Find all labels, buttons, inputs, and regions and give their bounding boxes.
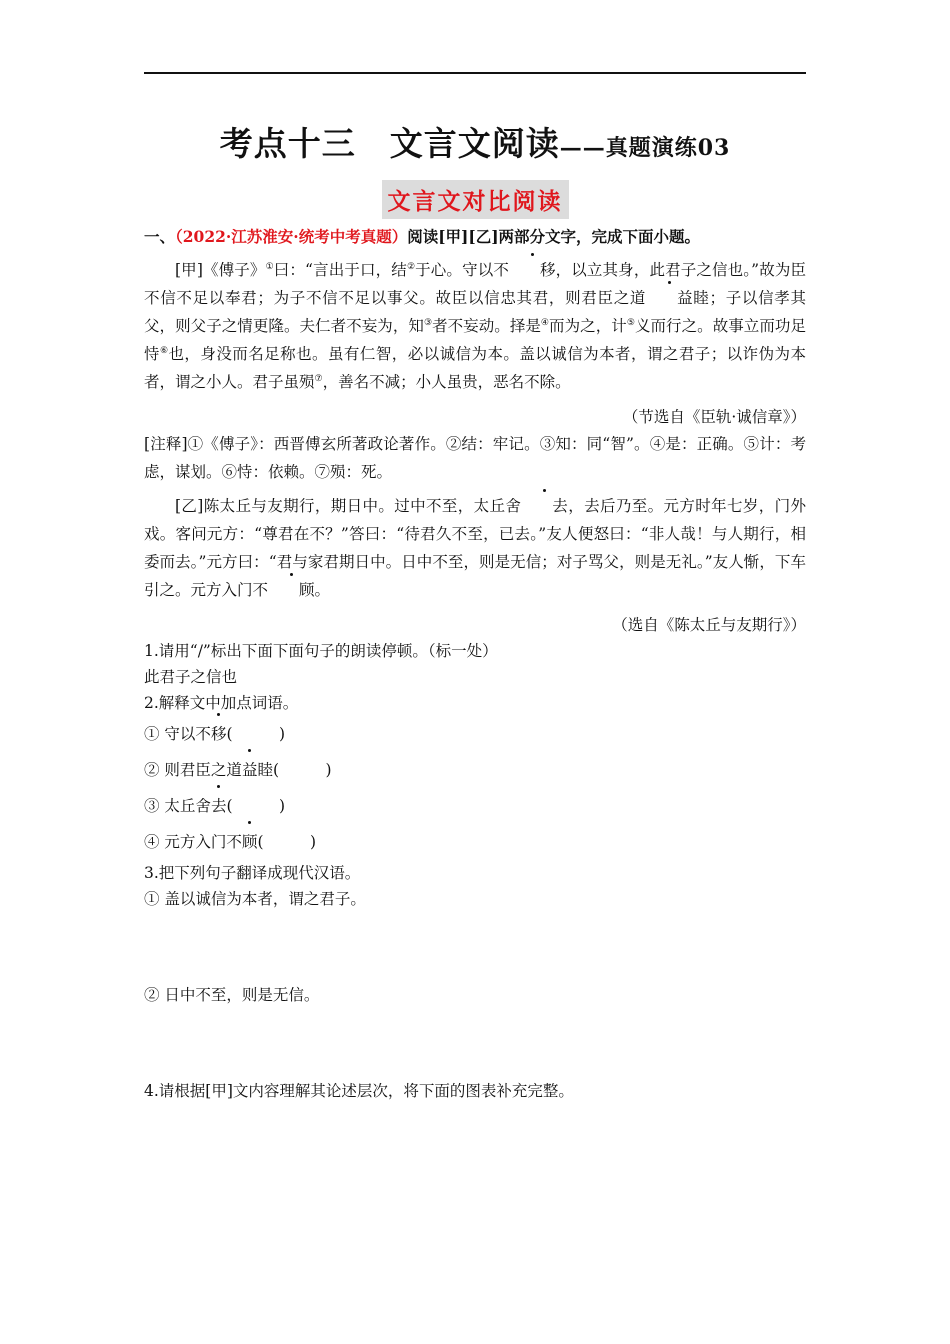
question-instruction: 阅读[甲][乙]两部分文字，完成下面小题。	[407, 227, 701, 246]
note-mark: ③	[423, 318, 433, 328]
jia-text: ，善名不减；小人虽贵，恶名不除。	[322, 373, 571, 391]
q1-sentence: 此君子之信也	[144, 668, 238, 686]
note-mark: ①	[265, 262, 274, 272]
dotted-word: 移	[211, 716, 227, 752]
q4-prompt: 4.请根据[甲]文内容理解其论述层次，将下面的图表补充完整。	[144, 1082, 574, 1100]
note-mark: ④	[540, 318, 550, 328]
yi-text: [乙]陈太丘与友期行，期日中。过中不至，太丘舍	[175, 497, 522, 515]
dotted-word: 益	[242, 752, 258, 788]
q2-item-text: ① 守以不	[144, 725, 211, 743]
answer-blank[interactable]: 睦( )	[257, 761, 332, 779]
dotted-word: 益	[646, 284, 693, 312]
passage-yi	[144, 492, 806, 604]
annotations: [注释]①《傅子》：西晋傅玄所著政论著作。②结：牢记。③知：同“智”。④是：正确。⑤计：考虑，谋划。⑥恃：依赖。⑦殒：死。	[144, 435, 806, 481]
note-mark: ②	[406, 262, 416, 272]
question-source: （2022·江苏淮安·统考中考真题）	[175, 227, 408, 246]
header-rule	[144, 72, 806, 74]
question-number: 一、	[144, 227, 176, 246]
jia-text: [甲]《傅子》	[175, 261, 266, 279]
jia-text: 而为之，计	[549, 317, 627, 335]
jia-text: 曰：“言出于口，结	[273, 261, 407, 279]
passage-jia	[144, 256, 806, 396]
dotted-word: 顾	[242, 824, 258, 860]
q2-item-text: ② 则君臣之道	[144, 761, 242, 779]
q1-prompt: 1.请用“/”标出下面下面句子的朗读停顿。（标一处）	[144, 642, 498, 660]
q2-item	[144, 752, 806, 788]
answer-blank[interactable]: ( )	[226, 725, 286, 743]
yi-citation: （选自《陈太丘与友期行》）	[612, 616, 806, 634]
dotted-word: 去	[211, 788, 227, 824]
jia-text: 义而行之。故事立而功足恃	[144, 317, 806, 363]
section-banner: 文言文对比阅读	[382, 180, 569, 219]
question-heading	[144, 226, 806, 248]
note-mark: ⑤	[626, 318, 635, 328]
jia-text: ，以立其身，此君子之信也。”故为臣不信不足以奉君；为子不信不足以事父。故臣以信忠其君，则君臣之道	[144, 261, 806, 307]
yi-text: 。	[314, 581, 331, 599]
note-mark: ⑥	[159, 346, 169, 356]
jia-text: 也，身没而名足称也。虽有仁智，必以诚信为本。盖以诚信为本者，谓之君子；以诈伪为本者，谓之小人。君子虽殒	[144, 345, 806, 391]
jia-text: 者不妄动。择是	[432, 317, 541, 335]
jia-text: 睦；子以信孝其父，则父子之情更隆。夫仁者不妄为，知	[144, 289, 806, 335]
q2-item	[144, 824, 806, 860]
q3-sentence-1: ① 盖以诚信为本者，谓之君子。	[144, 890, 366, 908]
q2-item	[144, 788, 806, 824]
q3-prompt: 3.把下列句子翻译成现代汉语。	[144, 864, 361, 882]
dotted-word: 移	[509, 256, 556, 284]
q2-item-text: ④ 元方入门不	[144, 833, 242, 851]
title-sub: ——真题演练03	[559, 135, 731, 161]
document-body	[144, 226, 806, 1104]
jia-citation: （节选自《臣轨·诚信章》）	[622, 408, 806, 426]
q3-sentence-2: ② 日中不至，则是无信。	[144, 986, 320, 1004]
answer-blank[interactable]: ( )	[257, 833, 317, 851]
jia-text: 于心。守以不	[415, 261, 509, 279]
note-mark: ⑦	[314, 374, 323, 384]
page-title	[0, 118, 950, 165]
answer-blank[interactable]: ( )	[226, 797, 286, 815]
q2-prompt: 2.解释文中加点词语。	[144, 694, 299, 712]
yi-text: ，去后乃至。元方时年七岁，门外戏。客问元方：“尊君在不？”答曰：“待君久不至，已去。”友人便怒曰：“非人哉！与人期行，相委而去。”元方曰：“君与家君期日中。日中不至，则是无信；对子骂父，则是无礼。”友人惭，下车引之。元方入门不	[144, 497, 806, 599]
dotted-word: 顾	[268, 576, 315, 604]
title-main: 考点十三 文言文阅读	[219, 124, 560, 163]
q2-item-text: ③ 太丘舍	[144, 797, 211, 815]
dotted-word: 去	[521, 492, 568, 520]
section-banner-wrap	[0, 180, 950, 219]
q2-item	[144, 716, 806, 752]
